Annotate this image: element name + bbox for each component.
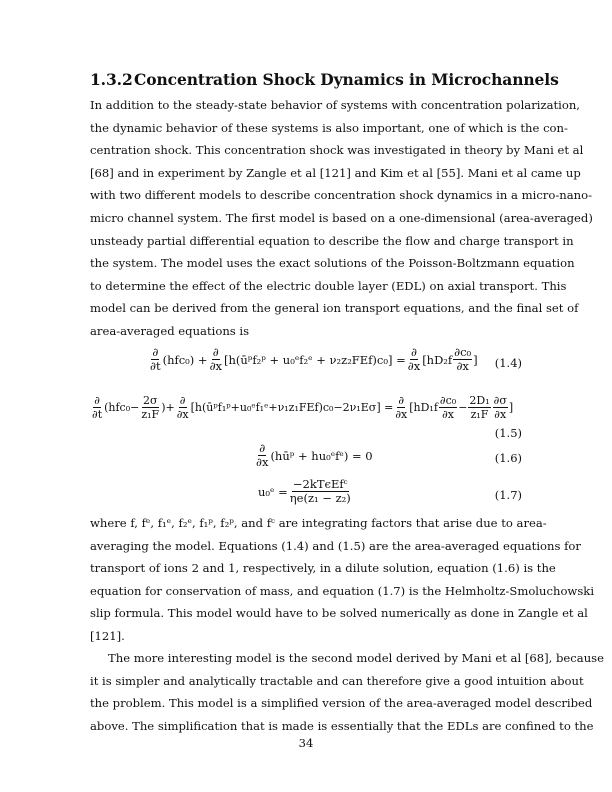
partial-t-fraction: $\frac{\partial}{\partial t}$ bbox=[92, 394, 103, 421]
eq-term: )+ bbox=[161, 401, 175, 414]
text-line: equation for conservation of mass, and equation (1.7) is the Helmholtz-Smoluchowski bbox=[90, 583, 595, 598]
equation-number: (1.7) bbox=[494, 488, 522, 502]
text-line: The more interesting model is the second model derived by Mani et al [68], because bbox=[108, 651, 604, 665]
eq-term: [hD₂f bbox=[422, 352, 453, 367]
equation-number: (1.4) bbox=[494, 356, 522, 370]
slip-fraction: $\frac{\text{−2kTϵEfᶜ}}{\text{ηe(z₁ − z₂)}}$ bbox=[289, 477, 351, 505]
dc0-dx-fraction: $\frac{\text{∂c₀}}{\partial x}$ bbox=[454, 345, 472, 373]
eq-term: [hD₁f bbox=[409, 401, 438, 414]
paragraph-second-model bbox=[90, 647, 604, 737]
text-line: the problem. This model is a simplified version of the area-averaged model described bbox=[90, 696, 593, 711]
text-line: area-averaged equations is bbox=[90, 323, 250, 338]
partial-x-fraction: $\frac{\partial}{\partial x}$ bbox=[176, 394, 189, 421]
partial-x-fraction: $\frac{\partial}{\partial x}$ bbox=[209, 345, 222, 373]
page-number: 34 bbox=[298, 736, 314, 750]
text-line: above. The simplification that is made is essentially that the EDLs are confined to the bbox=[90, 718, 594, 733]
eq-term: (hfc₀− bbox=[104, 401, 140, 414]
equation-number: (1.5) bbox=[494, 426, 522, 440]
d1-fraction: $\frac{\text{2D₁}}{\text{z₁F}}$ bbox=[469, 394, 490, 421]
eq-term: [h(ūᵖf₂ᵖ + u₀ᵉf₂ᵉ + ν₂z₂FEf)c₀] = bbox=[224, 352, 406, 367]
paragraph-intro bbox=[90, 94, 593, 343]
text-line: centration shock. This concentration shock was investigated in theory by Mani et al bbox=[90, 143, 584, 158]
text-line: unsteady partial differential equation to describe the flow and charge transport in bbox=[90, 233, 574, 248]
eq-term: (hūᵖ + hu₀ᵉfᵉ) = 0 bbox=[270, 448, 373, 463]
sigma-fraction: $\frac{2\sigma}{\text{z₁F}}$ bbox=[141, 394, 160, 421]
eq-term: ] bbox=[473, 352, 478, 367]
text-line: to determine the effect of the electric double layer (EDL) on axial transport. This bbox=[90, 278, 567, 293]
section-heading bbox=[90, 70, 559, 89]
equation-number: (1.6) bbox=[494, 451, 522, 465]
equation-1-4 bbox=[148, 346, 478, 373]
eq-term: ] bbox=[508, 401, 514, 414]
text-line: [121]. bbox=[90, 628, 125, 643]
text-line: where f, fᵉ, f₁ᵉ, f₂ᵉ, f₁ᵖ, f₂ᵖ, and fᶜ are integrating factors that arise due to area- bbox=[90, 516, 547, 530]
eq-term: [h(ūᵖf₁ᵖ+u₀ᵉf₁ᵉ+ν₁z₁FEf)c₀−2ν₁Eσ] = bbox=[190, 401, 394, 414]
dc0-dx-fraction: $\frac{\text{∂c₀}}{\partial x}$ bbox=[439, 394, 457, 421]
dsigma-dx-fraction: $\frac{\partial\sigma}{\partial x}$ bbox=[493, 394, 507, 421]
equation-1-6 bbox=[254, 442, 373, 469]
eq-term: u₀ᵉ = bbox=[258, 484, 288, 499]
text-line: the dynamic behavior of these systems is also important, one of which is the con- bbox=[90, 120, 568, 135]
text-line: it is simpler and analytically tractable and can therefore give a good intuition about bbox=[90, 673, 584, 688]
section-number: 1.3.2 bbox=[90, 70, 133, 89]
partial-t-fraction: $\frac{\partial}{\partial t}$ bbox=[150, 345, 161, 373]
partial-x-fraction: $\frac{\partial}{\partial x}$ bbox=[395, 394, 408, 421]
text-line: with two different models to describe concentration shock dynamics in a micro-nano- bbox=[90, 188, 592, 203]
text-line: micro channel system. The first model is based on a one-dimensional (area-averaged) bbox=[90, 210, 593, 225]
text-line: In addition to the steady-state behavior of systems with concentration polarization, bbox=[90, 98, 580, 112]
text-line: [68] and in experiment by Zangle et al [121] and Kim et al [55]. Mani et al came up bbox=[90, 165, 581, 180]
text-line: slip formula. This model would have to be solved numerically as done in Zangle et al bbox=[90, 606, 588, 621]
section-title: Concentration Shock Dynamics in Microchannels bbox=[134, 70, 559, 89]
paragraph-integrating-factors bbox=[90, 512, 595, 648]
text-line: averaging the model. Equations (1.4) and (1.5) are the area-averaged equations for bbox=[90, 538, 581, 553]
text-line: the system. The model uses the exact solutions of the Poisson-Boltzmann equation bbox=[90, 256, 575, 271]
equation-1-5 bbox=[90, 394, 513, 421]
eq-term: − bbox=[458, 401, 468, 414]
eq-term: (hfc₀) + bbox=[162, 352, 208, 367]
partial-x-fraction: $\frac{\partial}{\partial x}$ bbox=[256, 441, 269, 469]
text-line: model can be derived from the general ion transport equations, and the final set of bbox=[90, 301, 579, 316]
text-line: transport of ions 2 and 1, respectively, in a dilute solution, equation (1.6) is the bbox=[90, 561, 556, 576]
equation-1-7 bbox=[258, 478, 353, 505]
partial-x-fraction: $\frac{\partial}{\partial x}$ bbox=[407, 345, 421, 373]
